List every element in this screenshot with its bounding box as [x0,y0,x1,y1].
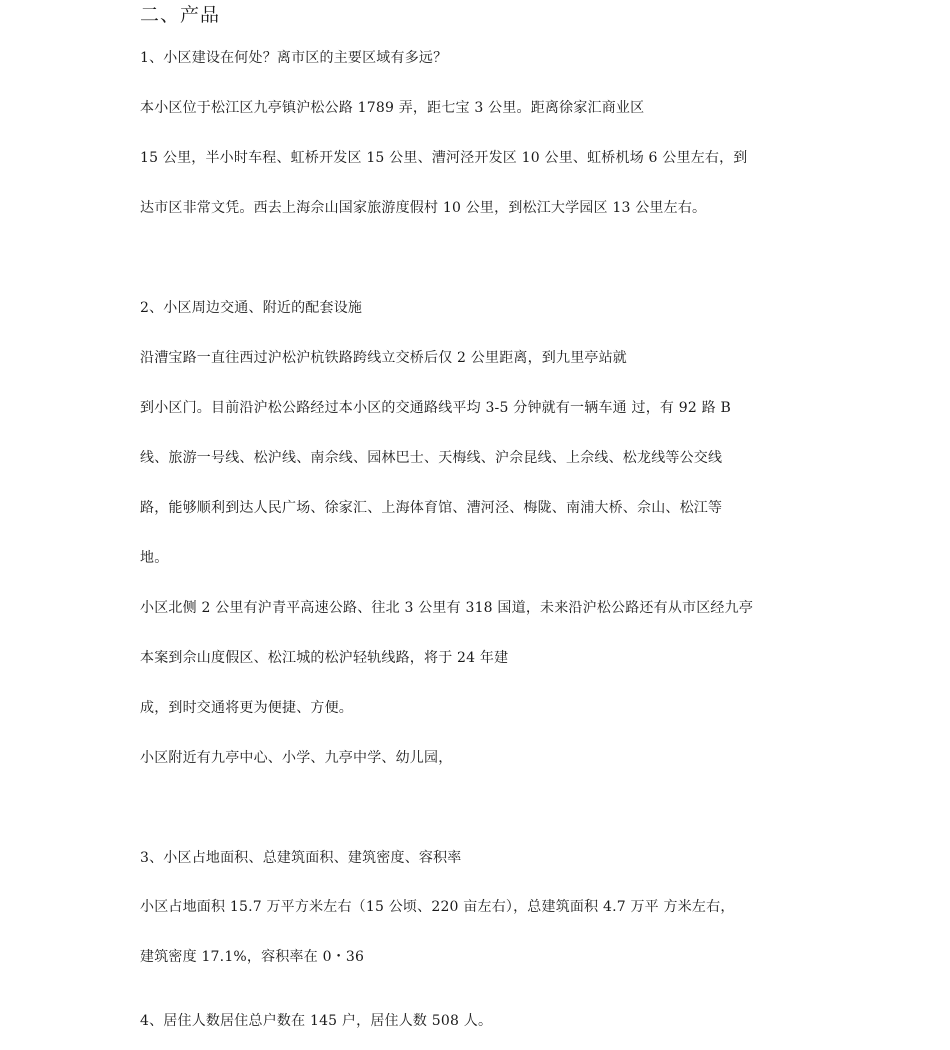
q4-title: 4、居住人数居住总户数在 145 户，居住人数 508 人。 [140,1013,493,1029]
q1-line-3: 达市区非常文凭。西去上海佘山国家旅游度假村 10 公里，到松江大学园区 13 公里左右。 [140,200,707,216]
q2-line-3: 线、旅游一号线、松沪线、南佘线、园林巴士、天梅线、沪佘昆线、上佘线、松龙线等公交线 [140,450,723,466]
q3-line-1: 小区占地面积 15.7 万平方米左右（15 公顷、220 亩左右），总建筑面积 4.7 万平 方米左右， [140,899,735,915]
q3-title: 3、小区占地面积、总建筑面积、建筑密度、容积率 [140,850,462,866]
q1-line-1: 本小区位于松江区九亭镇沪松公路 1789 弄，距七宝 3 公里。距离徐家汇商业区 [140,100,645,116]
q2-line-8: 成，到时交通将更为便捷、方便。 [140,700,353,716]
q2-line-4: 路，能够顺利到达人民广场、徐家汇、上海体育馆、漕河泾、梅陇、南浦大桥、佘山、松江等 [140,500,723,516]
q2-line-2: 到小区门。目前沿沪松公路经过本小区的交通路线平均 3-5 分钟就有一辆车通 过，有 92 路 B [140,400,731,416]
q2-line-6: 小区北侧 2 公里有沪青平高速公路、往北 3 公里有 318 国道，未来沿沪松公路还有从市区经九亭 [140,600,754,616]
q2-line-5: 地。 [140,550,169,566]
q2-line-9: 小区附近有九亭中心、小学、九亭中学、幼儿园， [140,750,453,766]
q1-title: 1、小区建设在何处？离市区的主要区域有多远？ [140,50,448,66]
section-title: 二、产品 [140,4,221,26]
q2-line-1: 沿漕宝路一直往西过沪松沪杭铁路跨线立交桥后仅 2 公里距离，到九里亭站就 [140,350,628,366]
q1-line-2: 15 公里，半小时车程、虹桥开发区 15 公里、漕河泾开发区 10 公里、虹桥机场 6 公里左右，到 [140,150,748,166]
q2-title: 2、小区周边交通、附近的配套设施 [140,300,363,316]
q3-line-2: 建筑密度 17.1%，容积率在 0・36 [140,949,365,965]
q2-line-7: 本案到佘山度假区、松江城的松沪轻轨线路，将于 24 年建 [140,650,509,666]
